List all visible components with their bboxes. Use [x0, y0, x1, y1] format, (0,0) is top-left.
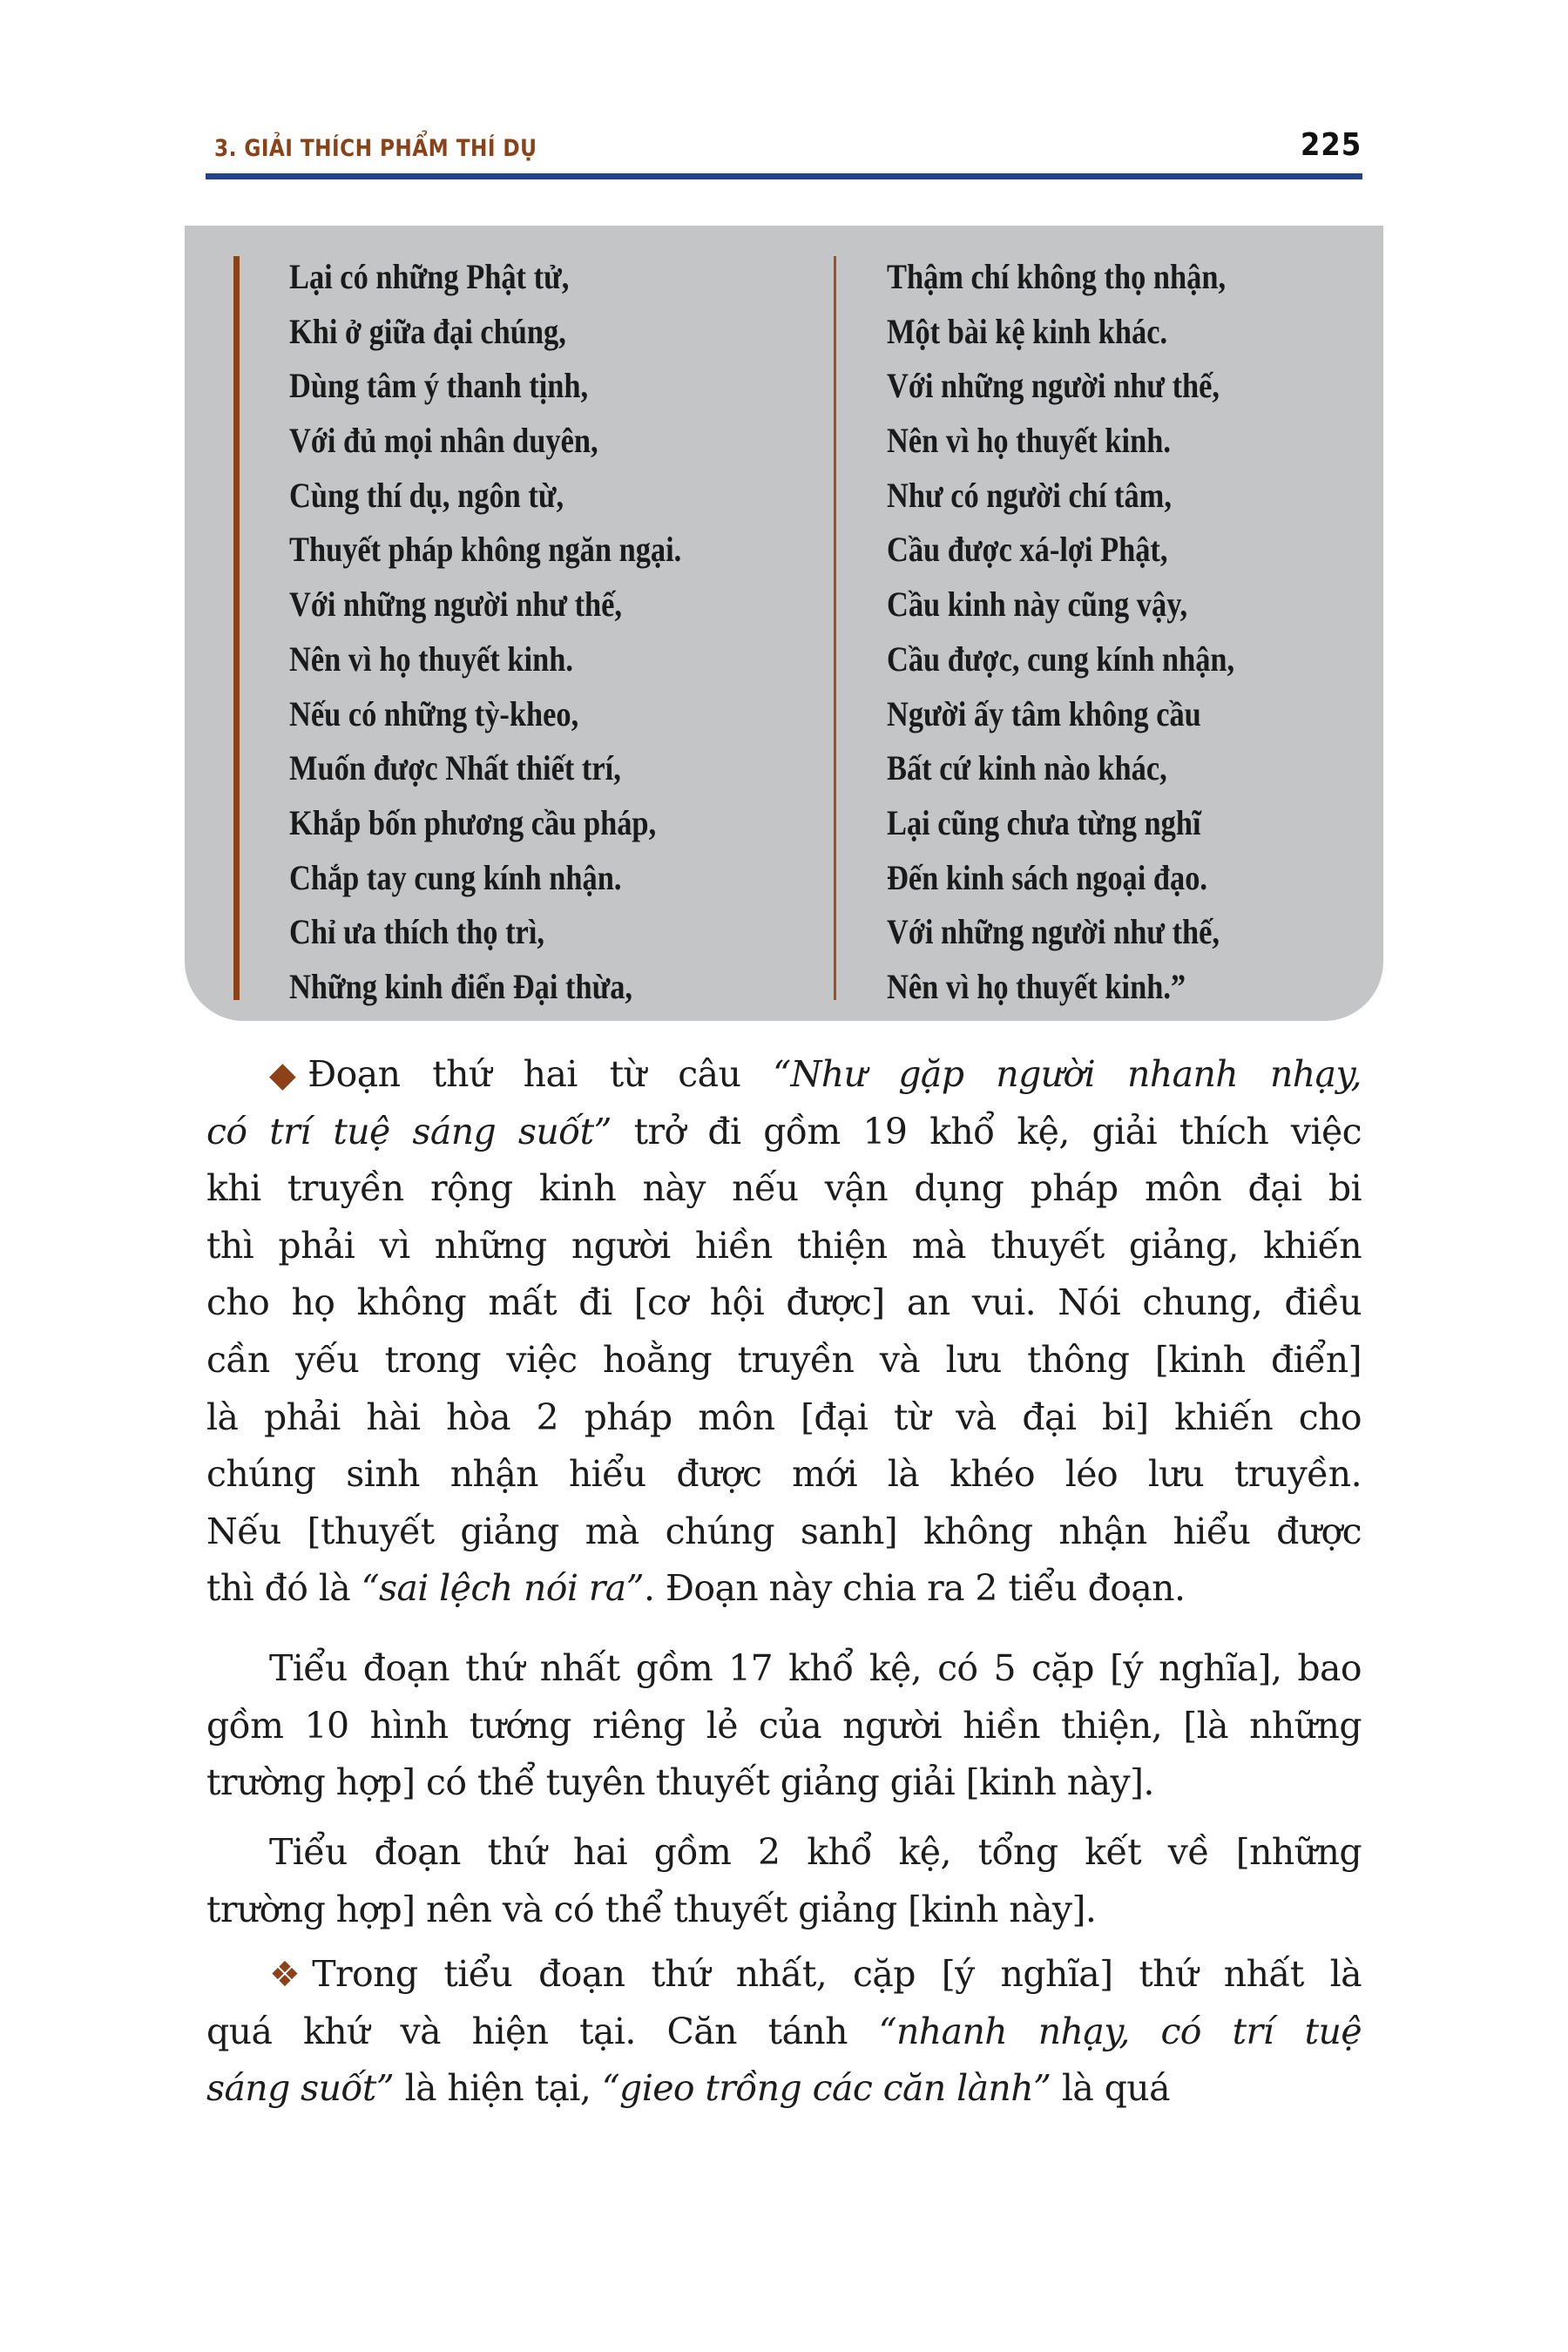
text-segment: cho họ không mất đi [cơ hội được] an vui. Nói chung, điều: [206, 1281, 1362, 1324]
text-segment: là phải hài hòa 2 pháp môn [đại từ và đại bi] khiến cho: [206, 1396, 1362, 1438]
verse-line: Với những người như thế,: [887, 912, 1220, 952]
verse-line: Lại cũng chưa từng nghĩ: [887, 802, 1201, 842]
text-line: [206, 1882, 1362, 1939]
verse-line: Nếu có những tỳ-kheo,: [289, 693, 579, 733]
text-segment: trường hợp] nên và có thể thuyết giảng [kinh này].: [206, 1888, 1097, 1930]
text-line: [206, 1104, 1362, 1161]
text-line: [206, 1389, 1362, 1447]
quoted-italic-text: “nhanh nhạy, có trí tuệ: [878, 2010, 1362, 2052]
verse-line: Chỉ ưa thích thọ trì,: [289, 912, 544, 952]
text-line: [206, 1160, 1362, 1218]
verse-line: Như có người chí tâm,: [887, 475, 1172, 515]
verse-column-divider: [834, 256, 836, 1000]
verse-line: Bất cứ kinh nào khác,: [887, 748, 1167, 788]
verse-line: Nên vì họ thuyết kinh.: [887, 421, 1171, 461]
text-line: [206, 1560, 1362, 1618]
verse-line: Người ấy tâm không cầu: [887, 693, 1201, 733]
verse-box: [185, 226, 1383, 1021]
text-segment: trường hợp] có thể tuyên thuyết giảng giải [kinh này].: [206, 1761, 1154, 1804]
text-segment: Đoạn thứ hai từ câu: [308, 1053, 774, 1095]
quoted-italic-text: có trí tuệ sáng suốt”: [206, 1110, 612, 1152]
paragraph-subsection-two: [206, 1824, 1362, 1938]
text-line: [206, 1274, 1362, 1332]
text-line: [206, 1218, 1362, 1275]
verse-line: Cầu kinh này cũng vậy,: [887, 585, 1188, 625]
verse-line: Nên vì họ thuyết kinh.”: [887, 966, 1186, 1006]
quoted-italic-text: “sai lệch nói ra”: [361, 1567, 645, 1610]
text-segment: cần yếu trong việc hoằng truyền và lưu thông [kinh điển]: [206, 1338, 1362, 1381]
text-segment: gồm 10 hình tướng riêng lẻ của người hiền thiện, [là những: [206, 1704, 1362, 1747]
page-number: 225: [1300, 127, 1362, 163]
paragraph-section-two-intro: [206, 1046, 1362, 1618]
verse-column-right: [887, 250, 1291, 1015]
text-line: [206, 1640, 1362, 1698]
paragraph-subsection-one-detail: [206, 1946, 1362, 2118]
text-segment: . Đoạn này chia ra 2 tiểu đoạn.: [644, 1567, 1186, 1610]
verse-line: Với những người như thế,: [887, 366, 1220, 406]
text-line: [206, 1698, 1362, 1755]
verse-line: Khi ở giữa đại chúng,: [289, 311, 566, 351]
text-segment: Tiểu đoạn thứ nhất gồm 17 khổ kệ, có 5 cặp [ý nghĩa], bao: [269, 1647, 1362, 1689]
verse-line: Khắp bốn phương cầu pháp,: [289, 802, 657, 842]
text-segment: chúng sinh nhận hiểu được mới là khéo léo lưu truyền.: [206, 1453, 1362, 1496]
running-head-chapter-title: 3. GIẢI THÍCH PHẨM THÍ DỤ: [214, 135, 537, 162]
text-line: [206, 1504, 1362, 1561]
quoted-italic-text: “gieo trồng các căn lành”: [601, 2067, 1051, 2110]
text-line: [206, 2004, 1362, 2061]
text-line: [206, 1046, 1362, 1104]
text-segment: Tiểu đoạn thứ hai gồm 2 khổ kệ, tổng kết về [những: [269, 1831, 1362, 1873]
verse-line: Muốn được Nhất thiết trí,: [289, 748, 621, 788]
verse-line: Cùng thí dụ, ngôn từ,: [289, 475, 564, 515]
diamond-bullet-icon: ◆: [269, 1055, 296, 1095]
text-line: [206, 1332, 1362, 1389]
verse-line: Đến kinh sách ngoại đạo.: [887, 857, 1208, 897]
verse-line: Với những người như thế,: [289, 585, 623, 625]
text-line: [206, 1754, 1362, 1812]
verse-line: Thậm chí không thọ nhận,: [887, 257, 1227, 296]
verse-line: Một bài kệ kinh khác.: [887, 311, 1168, 351]
text-segment: trở đi gồm 19 khổ kệ, giải thích việc: [611, 1110, 1362, 1152]
paragraph-subsection-one: [206, 1640, 1362, 1812]
verse-left-accent-bar: [233, 256, 240, 1000]
header-rule: [206, 173, 1362, 179]
quoted-italic-text: “Như gặp người nhanh nhạy,: [773, 1053, 1362, 1095]
verse-line: Nên vì họ thuyết kinh.: [289, 639, 573, 679]
verse-line: Với đủ mọi nhân duyên,: [289, 421, 598, 461]
text-segment: là hiện tại,: [394, 2067, 602, 2110]
verse-line: Dùng tâm ý thanh tịnh,: [289, 366, 589, 406]
verse-line: Những kinh điển Đại thừa,: [289, 966, 633, 1006]
text-segment: Trong tiểu đoạn thứ nhất, cặp [ý nghĩa] thứ nhất là: [312, 1953, 1362, 1995]
text-segment: là quá: [1051, 2067, 1170, 2110]
text-line: [206, 2060, 1362, 2118]
verse-line: Lại có những Phật tử,: [289, 257, 570, 296]
verse-line: Cầu được, cung kính nhận,: [887, 639, 1235, 679]
text-line: [206, 1446, 1362, 1504]
verse-line: Chắp tay cung kính nhận.: [289, 857, 622, 897]
text-segment: quá khứ và hiện tại. Căn tánh: [206, 2010, 879, 2052]
four-diamond-bullet-icon: ❖: [269, 1955, 301, 1995]
text-segment: thì đó là: [206, 1567, 362, 1610]
verse-line: Thuyết pháp không ngăn ngại.: [289, 530, 682, 570]
verse-column-left: [289, 250, 746, 1015]
text-segment: thì phải vì những người hiền thiện mà thuyết giảng, khiến: [206, 1224, 1362, 1267]
text-line: [206, 1946, 1362, 2004]
text-segment: khi truyền rộng kinh này nếu vận dụng pháp môn đại bi: [206, 1167, 1362, 1210]
text-line: [206, 1824, 1362, 1882]
verse-line: Cầu được xá-lợi Phật,: [887, 530, 1168, 570]
quoted-italic-text: sáng suốt”: [206, 2067, 395, 2110]
text-segment: Nếu [thuyết giảng mà chúng sanh] không nhận hiểu được: [206, 1510, 1362, 1552]
